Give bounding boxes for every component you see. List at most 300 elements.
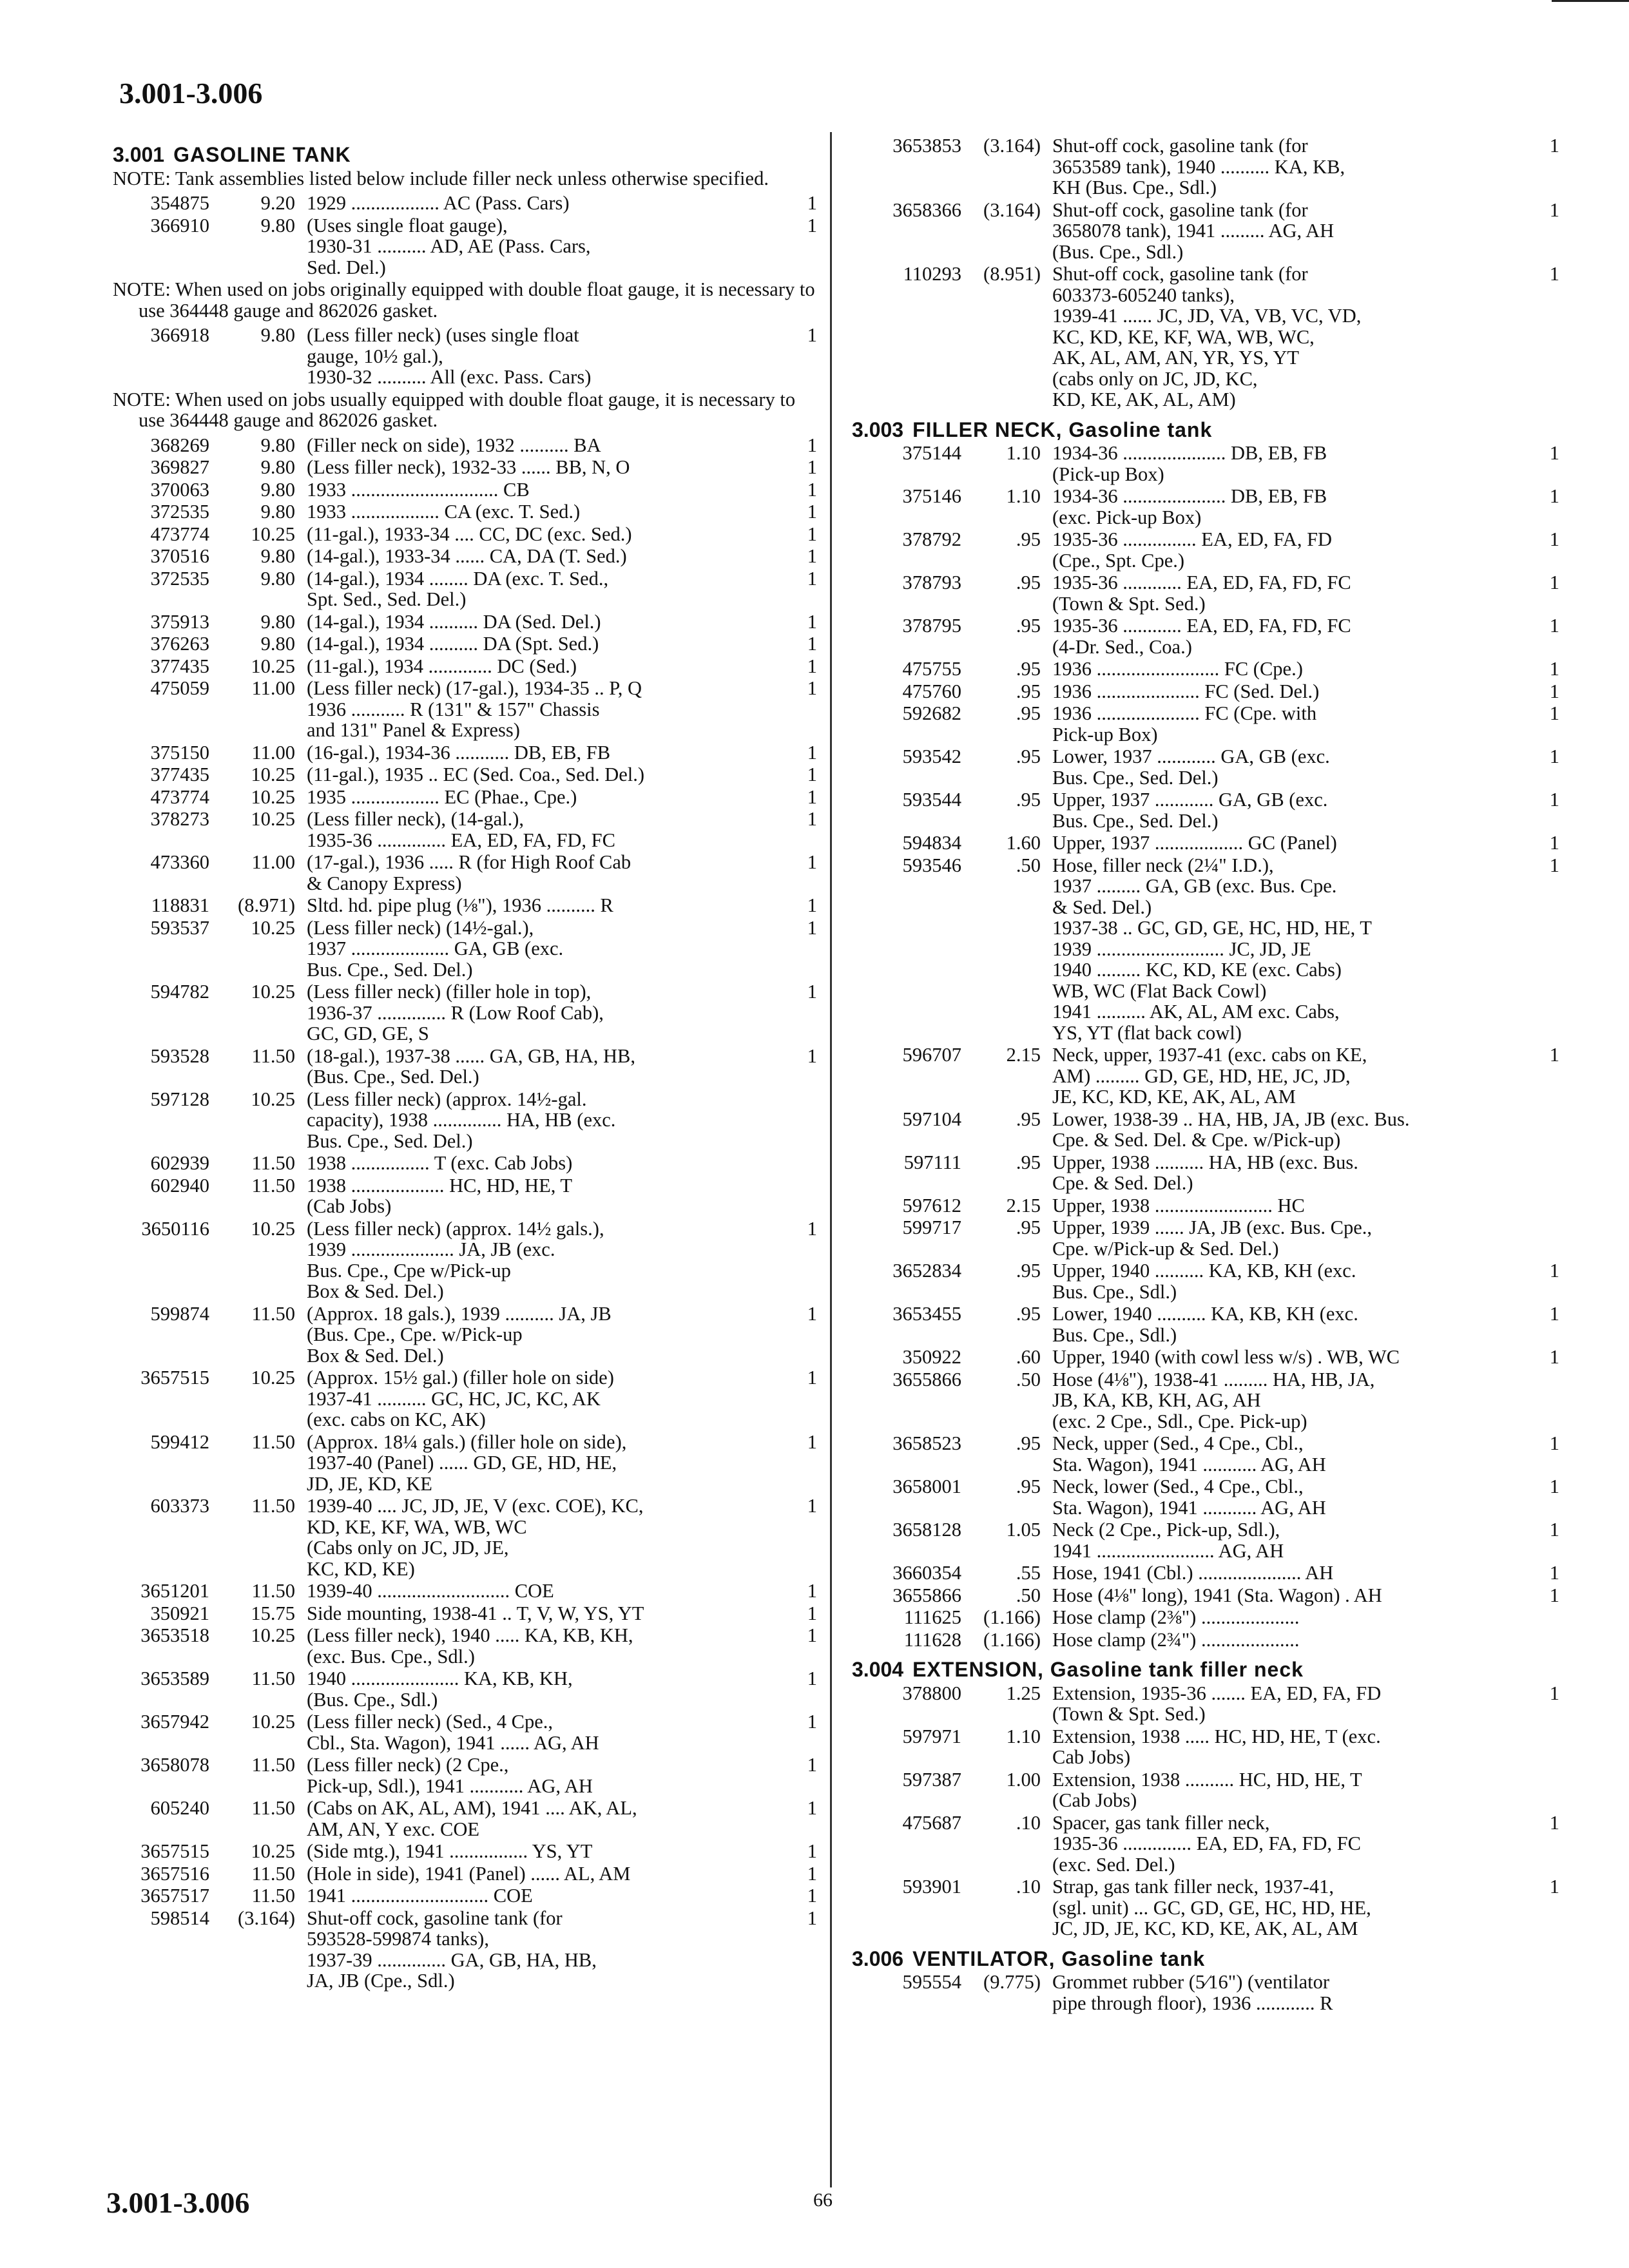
part-row <box>113 895 817 916</box>
part-description: (Less filler neck) (2 Cpe., Pick-up, Sdl.), 1941 ........... AG, AH <box>307 1754 593 1797</box>
section-number: 3.003 <box>852 418 904 441</box>
part-price: 10.25 <box>251 981 295 1003</box>
part-quantity: 1 <box>807 456 817 478</box>
part-description: Side mounting, 1938-41 .. T, V, W, YS, YT <box>307 1602 644 1624</box>
part-price: 11.50 <box>251 1885 295 1907</box>
part-price: 11.50 <box>251 1174 295 1196</box>
part-price: .50 <box>1016 854 1041 876</box>
part-quantity: 1 <box>1549 854 1559 876</box>
part-row <box>852 1607 1559 1628</box>
part-number: 378795 <box>902 615 961 637</box>
part-description: 1933 .............................. CB <box>307 478 530 501</box>
part-number: 473360 <box>150 851 209 873</box>
part-description: Upper, 1939 ...... JA, JB (exc. Bus. Cpe., Cpe. w/Pick-up & Sed. Del.) <box>1052 1216 1373 1260</box>
part-row <box>852 264 1559 410</box>
part-price: 10.25 <box>251 655 295 677</box>
part-quantity: 1 <box>807 1754 817 1776</box>
part-row <box>113 633 817 655</box>
section-number: 3.006 <box>852 1946 904 1970</box>
part-price: (3.164) <box>983 198 1041 221</box>
part-description: 1934-36 ..................... DB, EB, FB (exc. Pick-up Box) <box>1052 485 1327 528</box>
part-price: (1.166) <box>983 1606 1041 1628</box>
part-number: 598514 <box>150 1907 209 1929</box>
part-row <box>852 1769 1559 1811</box>
part-price: 11.50 <box>251 1152 295 1174</box>
part-price: 9.20 <box>260 192 295 214</box>
part-number: 602939 <box>150 1152 209 1174</box>
part-description: Neck, lower (Sed., 4 Cpe., Cbl., Sta. Wagon), 1941 ........... AG, AH <box>1052 1475 1326 1519</box>
part-description: Hose clamp (2⅜") .................... <box>1052 1606 1300 1628</box>
part-price: 9.80 <box>260 434 295 456</box>
part-price: 10.25 <box>251 523 295 545</box>
part-description: 1933 .................. CA (exc. T. Sed.) <box>307 501 581 523</box>
part-quantity: 1 <box>807 1797 817 1819</box>
part-number: 593544 <box>902 789 961 811</box>
part-quantity <box>1535 1152 1559 1194</box>
part-number: 597104 <box>902 1108 961 1130</box>
part-quantity: 1 <box>1549 135 1559 157</box>
part-quantity <box>793 1175 817 1217</box>
part-row <box>113 193 817 214</box>
part-row <box>852 1044 1559 1108</box>
part-description: (14-gal.), 1934 .......... DA (Sed. Del.) <box>307 610 601 633</box>
part-row <box>113 1495 817 1579</box>
part-description: Upper, 1940 (with cowl less w/s) . WB, WC <box>1052 1346 1400 1368</box>
left-column <box>113 135 817 1993</box>
part-number: 3655866 <box>892 1368 961 1390</box>
part-quantity: 1 <box>1549 1682 1559 1704</box>
part-price: 9.80 <box>260 610 295 633</box>
part-number: 378273 <box>150 808 209 830</box>
part-price: .95 <box>1016 572 1041 593</box>
part-quantity: 1 <box>1549 745 1559 767</box>
part-number: 3657517 <box>140 1885 209 1907</box>
part-number: 369827 <box>150 456 209 478</box>
part-row <box>113 787 817 808</box>
part-row <box>852 832 1559 854</box>
part-row <box>113 1089 817 1152</box>
part-quantity: 1 <box>1549 1432 1559 1454</box>
part-number: 3653589 <box>140 1667 209 1689</box>
note-text: NOTE: When used on jobs usually equipped with double float gauge, it is necessary to use 364448 gauge and 862026 gasket. <box>113 388 796 431</box>
part-quantity <box>1535 1217 1559 1259</box>
part-number: 593546 <box>902 854 961 876</box>
part-number: 475760 <box>902 680 961 702</box>
part-quantity: 1 <box>1549 1519 1559 1541</box>
part-quantity <box>1535 1769 1559 1811</box>
part-description: Neck, upper (Sed., 4 Cpe., Cbl., Sta. Wagon), 1941 ........... AG, AH <box>1052 1432 1326 1475</box>
part-price: .95 <box>1016 1216 1041 1238</box>
part-number: 110293 <box>903 263 961 285</box>
part-row <box>852 1812 1559 1876</box>
part-quantity: 1 <box>807 214 817 236</box>
part-description: Neck (2 Cpe., Pick-up, Sdl.), 1941 ........................ AG, AH <box>1052 1519 1284 1562</box>
part-row <box>852 443 1559 485</box>
part-description: 1935-36 ............... EA, ED, FA, FD (Cpe., Spt. Cpe.) <box>1052 528 1333 572</box>
part-quantity: 1 <box>1549 442 1559 464</box>
part-quantity: 1 <box>1549 658 1559 680</box>
part-number: 597111 <box>903 1151 961 1173</box>
part-price: 9.80 <box>260 501 295 523</box>
part-number: 378793 <box>902 572 961 593</box>
part-description: (14-gal.), 1933-34 ...... CA, DA (T. Sed.) <box>307 545 627 567</box>
part-quantity: 1 <box>807 545 817 567</box>
part-quantity: 1 <box>1549 572 1559 593</box>
part-row <box>113 501 817 523</box>
part-description: 1939-40 ........................... COE <box>307 1580 554 1602</box>
part-row <box>113 1153 817 1174</box>
part-quantity: 1 <box>1549 680 1559 702</box>
part-price: .95 <box>1016 702 1041 724</box>
part-description: Shut-off cock, gasoline tank (for 603373-605240 tanks), 1939-41 ...... JC, JD, VA, VB, VC, VD, KC, KD, KE, KF, WA, WB, WC, AK, AL, AM, AN, YR, YS, YT (cabs only on JC, JD, KC, KD, KE, AK, AL, AM) <box>1052 263 1362 410</box>
part-price: (9.775) <box>983 1971 1041 1993</box>
part-price: (8.971) <box>238 894 295 916</box>
part-price: .95 <box>1016 615 1041 637</box>
part-price: 11.50 <box>251 1754 295 1776</box>
part-number: 375913 <box>150 610 209 633</box>
part-row <box>852 1433 1559 1475</box>
part-row <box>852 1109 1559 1151</box>
section-number: 3.001 <box>113 143 165 166</box>
part-number: 3658128 <box>892 1519 961 1541</box>
part-quantity: 1 <box>807 1862 817 1885</box>
part-price: 10.25 <box>251 764 295 785</box>
part-description: 1935-36 ............ EA, ED, FA, FD, FC (4-Dr. Sed., Coa.) <box>1052 615 1351 658</box>
part-row <box>852 1726 1559 1768</box>
part-price: 10.25 <box>251 1088 295 1110</box>
part-row <box>852 1217 1559 1259</box>
part-number: 368269 <box>150 434 209 456</box>
part-number: 118831 <box>151 894 209 916</box>
part-row <box>113 1218 817 1302</box>
page-footer-title: 3.001-3.006 <box>106 2186 250 2219</box>
part-price: 11.50 <box>251 1044 295 1067</box>
part-row <box>852 572 1559 614</box>
part-row <box>113 1885 817 1907</box>
part-quantity: 1 <box>807 894 817 916</box>
part-price: .95 <box>1016 1432 1041 1454</box>
part-description: Hose, 1941 (Cbl.) ..................... AH <box>1052 1562 1334 1584</box>
part-description: Shut-off cock, gasoline tank (for 3658078 tank), 1941 ......... AG, AH (Bus. Cpe., Sdl.) <box>1052 198 1335 263</box>
part-row <box>852 529 1559 571</box>
part-description: 1935-36 ............ EA, ED, FA, FD, FC (Town & Spt. Sed.) <box>1052 572 1351 615</box>
part-row <box>852 486 1559 528</box>
part-row <box>852 1476 1559 1518</box>
part-number: 594782 <box>150 981 209 1003</box>
section-title: EXTENSION, Gasoline tank filler neck <box>912 1658 1304 1681</box>
part-number: 111625 <box>903 1606 961 1628</box>
part-row <box>113 568 817 610</box>
part-price: 11.00 <box>251 741 295 764</box>
part-row <box>852 681 1559 702</box>
part-description: (14-gal.), 1934 .......... DA (Spt. Sed.) <box>307 633 599 655</box>
part-number: 372535 <box>150 567 209 590</box>
part-number: 602940 <box>150 1174 209 1196</box>
part-quantity: 1 <box>807 1907 817 1929</box>
part-row <box>113 1175 817 1217</box>
part-price: 11.50 <box>251 1430 295 1453</box>
part-description: Hose, filler neck (2¼" I.D.), 1937 ......... GA, GB (exc. Bus. Cpe. & Sed. Del.) 1937-38 .. GC, GD, GE, HC, HD, HE, T 1939 .......................... JC, JD, JE 1940 ......... KC, KD, KE (exc. Cabs) WB, WC (Flat Back Cowl) 1941 .......... AK, AL, AM exc. Cabs, YS, YT (flat back cowl) <box>1052 854 1372 1044</box>
section-heading <box>852 1659 1559 1680</box>
top-right-rule <box>1552 0 1629 2</box>
part-row <box>113 1798 817 1840</box>
part-quantity: 1 <box>807 741 817 764</box>
part-number: 597612 <box>902 1194 961 1216</box>
part-price: 1.60 <box>1006 832 1041 854</box>
part-number: 375146 <box>902 485 961 507</box>
part-row <box>113 1841 817 1862</box>
part-description: (11-gal.), 1935 .. EC (Sed. Coa., Sed. Del.) <box>307 764 645 785</box>
part-quantity: 1 <box>1549 485 1559 507</box>
part-description: (Filler neck on side), 1932 .......... BA <box>307 434 601 456</box>
part-quantity <box>793 1153 817 1174</box>
part-price: .60 <box>1016 1346 1041 1368</box>
part-quantity: 1 <box>807 851 817 873</box>
part-row <box>113 1754 817 1796</box>
part-quantity: 1 <box>807 523 817 545</box>
part-price: 10.25 <box>251 1217 295 1240</box>
part-description: 1939-40 .... JC, JD, JE, V (exc. COE), KC, KD, KE, KF, WA, WB, WC (Cabs only on JC, JD, JE, KC, KD, KE) <box>307 1495 644 1580</box>
part-row <box>852 789 1559 831</box>
part-description: (11-gal.), 1933-34 .... CC, DC (exc. Sed.) <box>307 523 632 545</box>
part-number: 366918 <box>150 324 209 346</box>
part-price: .95 <box>1016 1303 1041 1325</box>
part-number: 370516 <box>150 545 209 567</box>
part-price: 9.80 <box>260 567 295 590</box>
part-price: 2.15 <box>1006 1194 1041 1216</box>
part-quantity: 1 <box>1549 528 1559 550</box>
part-price: (8.951) <box>983 263 1041 285</box>
part-quantity: 1 <box>1549 789 1559 811</box>
part-quantity: 1 <box>807 1217 817 1240</box>
part-row <box>852 658 1559 680</box>
part-description: Hose (4⅛" long), 1941 (Sta. Wagon) . AH <box>1052 1584 1382 1606</box>
part-quantity: 1 <box>807 808 817 830</box>
part-number: 603373 <box>150 1495 209 1517</box>
part-number: 3653455 <box>892 1303 961 1325</box>
part-price: .95 <box>1016 1108 1041 1130</box>
part-row <box>113 1432 817 1495</box>
part-number: 3657515 <box>140 1840 209 1862</box>
part-description: (Less filler neck), (14-gal.), 1935-36 .............. EA, ED, FA, FD, FC <box>307 808 615 851</box>
part-number: 593537 <box>150 916 209 939</box>
part-description: Extension, 1938 ..... HC, HD, HE, T (exc. Cab Jobs) <box>1052 1725 1381 1768</box>
part-quantity: 1 <box>807 1580 817 1602</box>
part-quantity <box>1535 1195 1559 1216</box>
part-number: 592682 <box>902 702 961 724</box>
part-description: Upper, 1938 ........................ HC <box>1052 1194 1305 1216</box>
part-number: 3657515 <box>140 1367 209 1389</box>
part-quantity: 1 <box>807 764 817 785</box>
part-price: 10.25 <box>251 916 295 939</box>
part-number: 375144 <box>902 442 961 464</box>
part-number: 599717 <box>902 1216 961 1238</box>
part-price: (3.164) <box>238 1907 295 1929</box>
part-quantity: 1 <box>807 1602 817 1624</box>
part-quantity: 1 <box>1549 1811 1559 1834</box>
part-description: Extension, 1935-36 ....... EA, ED, FA, FD (Town & Spt. Sed.) <box>1052 1682 1382 1725</box>
part-description: (Less filler neck) (approx. 14½-gal. capacity), 1938 .............. HA, HB (exc. Bus. Cpe., Sed. Del.) <box>307 1088 616 1152</box>
part-price: 10.25 <box>251 785 295 808</box>
part-quantity: 1 <box>807 1840 817 1862</box>
part-price: (3.164) <box>983 135 1041 157</box>
part-number: 372535 <box>150 501 209 523</box>
section-title: VENTILATOR, Gasoline tank <box>912 1946 1206 1970</box>
part-number: 378800 <box>902 1682 961 1704</box>
part-row <box>852 1303 1559 1345</box>
part-row <box>852 1152 1559 1194</box>
part-quantity: 1 <box>807 1885 817 1907</box>
part-row <box>852 1629 1559 1651</box>
part-number: 3650116 <box>141 1217 209 1240</box>
section-heading <box>852 419 1559 441</box>
part-price: 9.80 <box>260 456 295 478</box>
part-description: (Cabs on AK, AL, AM), 1941 .... AK, AL, AM, AN, Y exc. COE <box>307 1797 637 1840</box>
part-row <box>113 678 817 741</box>
part-row <box>113 546 817 567</box>
part-price: .95 <box>1016 680 1041 702</box>
part-number: 3658366 <box>892 198 961 221</box>
part-description: Lower, 1937 ............ GA, GB (exc. Bus. Cpe., Sed. Del.) <box>1052 745 1330 789</box>
part-quantity: 1 <box>807 655 817 677</box>
column-divider <box>830 132 832 2187</box>
part-row <box>852 1972 1559 2013</box>
part-quantity: 1 <box>807 1367 817 1389</box>
part-quantity: 1 <box>1549 263 1559 285</box>
part-number: 605240 <box>150 1797 209 1819</box>
part-row <box>113 457 817 478</box>
page-number: 66 <box>813 2189 833 2211</box>
part-price: 2.15 <box>1006 1044 1041 1066</box>
part-description: (Less filler neck) (17-gal.), 1934-35 .. P, Q 1936 ........... R (131" & 157" Chassis and 131" Panel & Express) <box>307 677 642 741</box>
part-price: 11.50 <box>251 1667 295 1689</box>
part-price: 11.50 <box>251 1580 295 1602</box>
part-number: 475059 <box>150 677 209 699</box>
part-number: 3653518 <box>140 1624 209 1646</box>
part-row <box>113 852 817 894</box>
part-quantity: 1 <box>1549 198 1559 221</box>
part-number: 473774 <box>150 523 209 545</box>
part-number: 597387 <box>902 1768 961 1791</box>
part-price: .10 <box>1016 1876 1041 1898</box>
part-price: 1.25 <box>1006 1682 1041 1704</box>
part-description: Hose clamp (2¾") .................... <box>1052 1628 1300 1651</box>
part-quantity <box>1535 1109 1559 1151</box>
part-number: 3658001 <box>892 1475 961 1497</box>
part-number: 599412 <box>150 1430 209 1453</box>
part-quantity: 1 <box>807 324 817 346</box>
part-price: .95 <box>1016 528 1041 550</box>
part-number: 375150 <box>150 741 209 764</box>
part-row <box>113 479 817 501</box>
part-description: Upper, 1937 .................. GC (Panel) <box>1052 832 1337 854</box>
part-number: 3657942 <box>140 1711 209 1733</box>
part-number: 475687 <box>902 1811 961 1834</box>
part-row <box>113 809 817 850</box>
part-price: 9.80 <box>260 478 295 501</box>
right-column <box>852 135 1559 2015</box>
part-row <box>852 1195 1559 1216</box>
part-price: 1.05 <box>1006 1519 1041 1541</box>
part-row <box>852 1369 1559 1432</box>
part-description: (Less filler neck) (14½-gal.), 1937 .................... GA, GB (exc. Bus. Cpe., Sed. Del.) <box>307 916 564 981</box>
part-number: 111628 <box>903 1628 961 1651</box>
part-row <box>113 1603 817 1624</box>
part-quantity: 1 <box>1549 1346 1559 1368</box>
part-row <box>113 656 817 677</box>
part-description: (11-gal.), 1934 ............. DC (Sed.) <box>307 655 577 677</box>
part-description: 1929 .................. AC (Pass. Cars) <box>307 192 570 214</box>
part-row <box>852 1683 1559 1725</box>
part-description: (Approx. 18¼ gals.) (filler hole on side), 1937-40 (Panel) ...... GD, GE, HD, HE, JD, JE, KD, KE <box>307 1430 627 1495</box>
part-description: (Hole in side), 1941 (Panel) ...... AL, AM <box>307 1862 631 1885</box>
part-row <box>113 742 817 764</box>
part-price: .95 <box>1016 789 1041 811</box>
part-row <box>113 1668 817 1710</box>
part-description: Spacer, gas tank filler neck, 1935-36 .............. EA, ED, FA, FD, FC (exc. Sed. Del.) <box>1052 1811 1361 1876</box>
part-description: 1935 .................. EC (Phae., Cpe.) <box>307 785 577 808</box>
part-row <box>113 1711 817 1753</box>
part-description: Extension, 1938 .......... HC, HD, HE, T (Cab Jobs) <box>1052 1768 1362 1811</box>
part-description: 1940 ...................... KA, KB, KH, (Bus. Cpe., Sdl.) <box>307 1667 573 1711</box>
part-price: 10.25 <box>251 1840 295 1862</box>
part-number: 473774 <box>150 785 209 808</box>
part-description: (Less filler neck) (uses single float gauge, 10½ gal.), 1930-32 .......... All (exc. Pass. Cars) <box>307 324 592 388</box>
part-quantity: 1 <box>1549 615 1559 637</box>
note-text: NOTE: When used on jobs originally equipped with double float gauge, it is necessary to use 364448 gauge and 862026 gasket. <box>113 278 815 322</box>
section-heading <box>113 144 817 166</box>
part-price: .95 <box>1016 1151 1041 1173</box>
part-number: 366910 <box>150 214 209 236</box>
part-price: (1.166) <box>983 1628 1041 1651</box>
part-price: 11.50 <box>251 1495 295 1517</box>
part-description: Grommet rubber (5⁄16") (ventilator pipe through floor), 1936 ............ R <box>1052 1971 1333 2014</box>
part-number: 3655866 <box>892 1584 961 1606</box>
part-description: (16-gal.), 1934-36 ........... DB, EB, FB <box>307 741 611 764</box>
part-row <box>113 611 817 633</box>
part-number: 595554 <box>902 1971 961 1993</box>
part-price: .10 <box>1016 1811 1041 1834</box>
part-number: 3658078 <box>140 1754 209 1776</box>
part-description: Strap, gas tank filler neck, 1937-41, (sgl. unit) ... GC, GD, GE, HC, HD, HE, JC, JD, JE, KC, KD, KE, AK, AL, AM <box>1052 1876 1371 1939</box>
part-price: 9.80 <box>260 545 295 567</box>
part-quantity <box>1535 1972 1559 2013</box>
part-row <box>113 1303 817 1367</box>
part-number: 593542 <box>902 745 961 767</box>
part-number: 597128 <box>150 1088 209 1110</box>
part-description: (14-gal.), 1934 ........ DA (exc. T. Sed., Spt. Sed., Sed. Del.) <box>307 567 609 610</box>
part-number: 593901 <box>902 1876 961 1898</box>
part-quantity: 1 <box>1549 1475 1559 1497</box>
part-row <box>852 615 1559 657</box>
part-number: 596707 <box>902 1044 961 1066</box>
part-number: 475755 <box>902 658 961 680</box>
part-quantity: 1 <box>807 1044 817 1067</box>
part-price: 1.10 <box>1006 442 1041 464</box>
part-row <box>113 1367 817 1430</box>
part-quantity: 1 <box>807 981 817 1003</box>
part-description: 1934-36 ..................... DB, EB, FB (Pick-up Box) <box>1052 442 1327 485</box>
part-description: Shut-off cock, gasoline tank (for 593528-599874 tanks), 1937-39 .............. GA, GB, HA, HB, JA, JB (Cpe., Sdl.) <box>307 1907 597 1992</box>
part-quantity: 1 <box>807 1495 817 1517</box>
part-description: (Approx. 15½ gal.) (filler hole on side) 1937-41 .......... GC, HC, JC, KC, AK (exc. cabs on KC, AK) <box>307 1367 614 1430</box>
part-price: 11.50 <box>251 1797 295 1819</box>
part-description: 1936 ......................... FC (Cpe.) <box>1052 658 1303 680</box>
part-description: (Approx. 18 gals.), 1939 .......... JA, JB (Bus. Cpe., Cpe. w/Pick-up Box & Sed. Del.) <box>307 1302 612 1367</box>
part-description: Lower, 1938-39 .. HA, HB, JA, JB (exc. Bus. Cpe. & Sed. Del. & Cpe. w/Pick-up) <box>1052 1108 1410 1151</box>
part-quantity: 1 <box>1549 1584 1559 1606</box>
part-quantity: 1 <box>807 677 817 699</box>
